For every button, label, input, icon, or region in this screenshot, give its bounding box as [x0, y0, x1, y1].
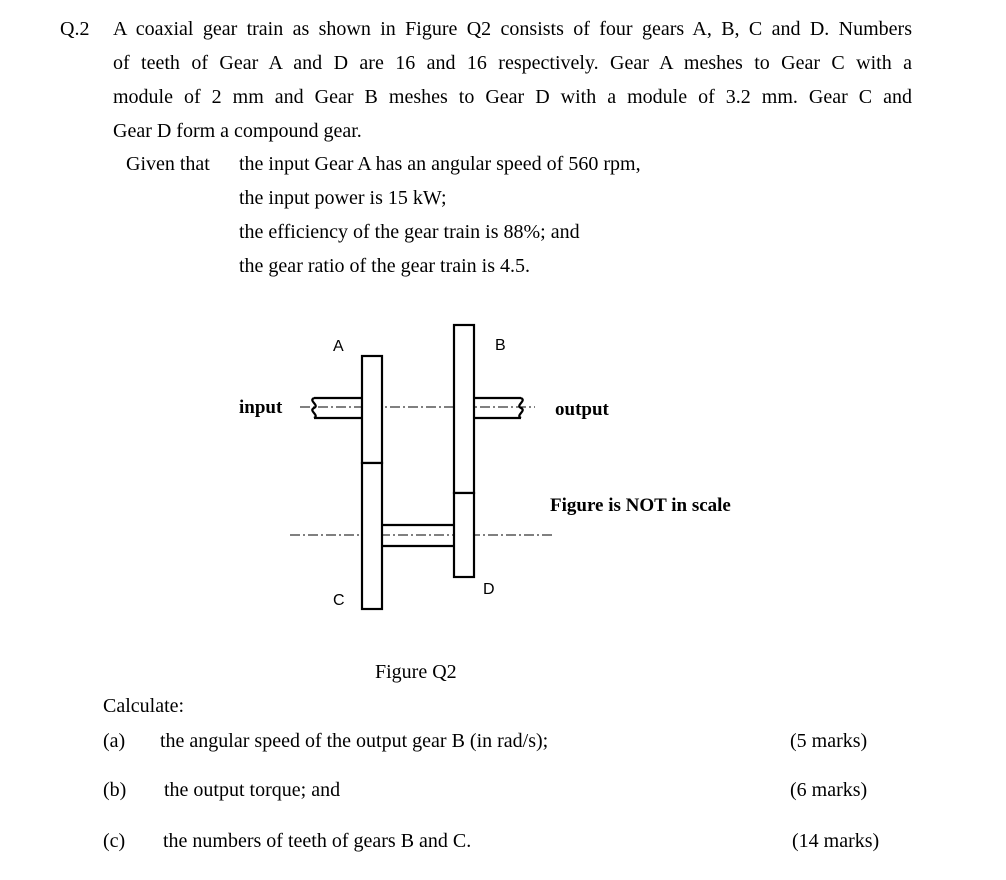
given-label: Given that: [126, 153, 210, 175]
paragraph-line-1: A coaxial gear train as shown in Figure Q2 consists of four gears A, B, C and D. Numbers: [113, 18, 912, 40]
paragraph-line-4: Gear D form a compound gear.: [113, 120, 362, 142]
gear-b: [454, 325, 474, 493]
gear-c: [362, 463, 382, 609]
calculate-heading: Calculate:: [103, 695, 185, 717]
input-label: input: [239, 397, 283, 418]
part-b-label: (b): [103, 779, 127, 801]
gear-a: [362, 356, 382, 463]
gear-label-d: D: [483, 581, 495, 598]
part-c-label: (c): [103, 830, 126, 852]
paragraph-line-2: of teeth of Gear A and D are 16 and 16 respectively. Gear A meshes to Gear C with a: [113, 52, 912, 74]
part-a-text: the angular speed of the output gear B (in rad/s);: [160, 730, 549, 752]
given-line-2: the input power is 15 kW;: [239, 187, 447, 209]
part-a-label: (a): [103, 730, 126, 752]
given-line-3: the efficiency of the gear train is 88%; and: [239, 221, 580, 243]
gear-label-c: C: [333, 592, 345, 609]
gear-label-b: B: [495, 337, 506, 354]
part-c-marks: (14 marks): [792, 830, 880, 852]
given-line-4: the gear ratio of the gear train is 4.5.: [239, 255, 530, 277]
figure-caption: Figure Q2: [375, 661, 457, 683]
output-shaft: [474, 398, 523, 418]
paragraph-line-3: module of 2 mm and Gear B meshes to Gear D with a module of 3.2 mm. Gear C and: [113, 86, 912, 108]
scale-note: Figure is NOT in scale: [550, 495, 731, 516]
part-c-text: the numbers of teeth of gears B and C.: [163, 830, 472, 852]
gear-label-a: A: [333, 338, 344, 355]
part-a-marks: (5 marks): [790, 730, 868, 752]
gear-d: [454, 493, 474, 577]
output-label: output: [555, 399, 609, 420]
input-shaft: [312, 398, 361, 418]
part-b-marks: (6 marks): [790, 779, 868, 801]
part-b-text: the output torque; and: [164, 779, 341, 801]
given-line-1: the input Gear A has an angular speed of 560 rpm,: [239, 153, 641, 175]
question-number: Q.2: [60, 18, 90, 40]
